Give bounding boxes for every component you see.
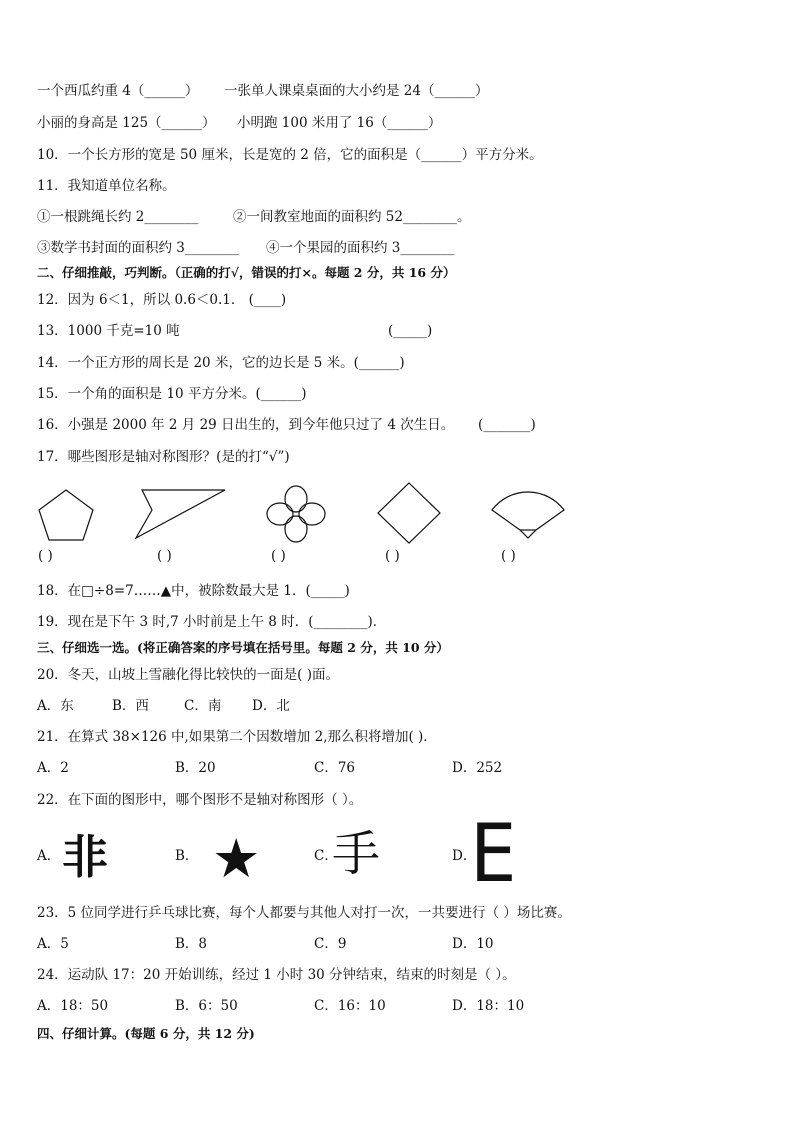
question-23: 23．5 位同学进行乒乓球比赛，每个人都要与其他人对打一次，一共要进行（ ）场比赛。	[37, 905, 571, 921]
q21-option-a: A．2	[37, 760, 69, 776]
diamond-figure	[376, 481, 442, 545]
line-height: 小丽的身高是 125（______）	[37, 115, 216, 131]
q17-paren-5: ( )	[501, 548, 516, 564]
q22-glyph-shou: 手	[332, 826, 381, 882]
pentagon-figure	[36, 488, 96, 542]
question-19: 19．现在是下午 3 时,7 小时前是上午 8 时．(________)．	[37, 614, 387, 630]
question-20: 20．冬天，山坡上雪融化得比较快的一面是( )面。	[37, 667, 340, 683]
section-3-heading: 三、仔细选一选。(将正确答案的序号填在括号里。每题 2 分，共 10 分）	[37, 640, 449, 655]
q22-option-b: B．	[175, 848, 199, 864]
star-icon: ★	[212, 827, 261, 890]
section-2-heading: 二、仔细推敲，巧判断。（正确的打√，错误的打×。每题 2 分，共 16 分）	[37, 265, 456, 280]
q17-paren-2: ( )	[157, 548, 172, 564]
line-run: 小明跑 100 米用了 16（______）	[237, 115, 442, 131]
q22-option-a: A．	[37, 848, 61, 864]
q24-option-a: A．18：50	[37, 998, 109, 1014]
question-11-d: ④一个果园的面积约 3________	[266, 240, 455, 256]
q24-option-c: C．16：10	[314, 998, 386, 1014]
question-10: 10．一个长方形的宽是 50 厘米，长是宽的 2 倍，它的面积是（______）平方分米。	[37, 147, 543, 163]
q20-option-d: D．北	[252, 698, 290, 714]
q17-paren-1: ( )	[38, 548, 53, 564]
q24-option-b: B．6：50	[175, 998, 238, 1014]
q17-paren-4: ( )	[385, 548, 400, 564]
line-desk: 一张单人课桌桌面的大小约是 24（______）	[224, 83, 489, 99]
section-4-heading: 四、仔细计算。(每题 6 分，共 12 分)	[37, 1026, 255, 1041]
question-14: 14．一个正方形的周长是 20 米，它的边长是 5 米。(______)	[37, 355, 405, 371]
q21-option-c: C．76	[314, 760, 356, 776]
q22-option-d: D．	[452, 848, 477, 864]
question-12: 12．因为 6＜1，所以 0.6＜0.1． (____)	[37, 292, 287, 308]
q23-option-d: D．10	[452, 936, 494, 952]
q22-glyph-e: E	[470, 807, 517, 900]
q24-option-d: D．18：10	[452, 998, 525, 1014]
q20-option-b: B．西	[112, 698, 149, 714]
question-15: 15．一个角的面积是 10 平方分米。(______)	[37, 386, 307, 402]
four-leaf-figure	[264, 484, 328, 544]
question-18: 18．在□÷8=7……▲中，被除数最大是 1．(_____)	[37, 583, 350, 599]
question-11-b: ②一间教室地面的面积约 52________。	[233, 209, 471, 225]
q23-option-a: A．5	[37, 936, 69, 952]
q22-option-c: C．	[314, 848, 338, 864]
question-24: 24．运动队 17：20 开始训练，经过 1 小时 30 分钟结束，结束的时刻是（ ）。	[37, 967, 516, 983]
question-11-c: ③数学书封面的面积约 3________	[37, 240, 239, 256]
q22-glyph-fei: 非	[62, 830, 108, 884]
question-22: 22．在下面的图形中，哪个图形不是轴对称图形（ ）。	[37, 792, 363, 808]
question-11: 11．我知道单位名称。	[37, 178, 176, 194]
q23-option-c: C．9	[314, 936, 347, 952]
q20-option-c: C．南	[184, 698, 222, 714]
q21-option-d: D．252	[452, 760, 503, 776]
question-16-paren: (_______)	[478, 417, 536, 433]
question-17: 17．哪些图形是轴对称图形？(是的打“√”)	[37, 449, 290, 465]
triangle-figure	[132, 488, 228, 540]
q21-option-b: B．20	[175, 760, 216, 776]
q23-option-b: B．8	[175, 936, 208, 952]
q20-option-a: A．东	[37, 698, 74, 714]
question-11-a: ①一根跳绳长约 2________	[37, 209, 199, 225]
q17-paren-3: ( )	[271, 548, 286, 564]
question-21: 21．在算式 38×126 中,如果第二个因数增加 2,那么积将增加( )．	[37, 729, 437, 745]
fan-figure	[488, 484, 568, 542]
question-16: 16．小强是 2000 年 2 月 29 日出生的，到今年他只过了 4 次生日。	[37, 417, 455, 433]
question-13-paren: (_____)	[388, 323, 433, 339]
question-13: 13．1000 千克=10 吨	[37, 323, 180, 339]
line-watermelon: 一个西瓜约重 4（______）	[37, 83, 199, 99]
